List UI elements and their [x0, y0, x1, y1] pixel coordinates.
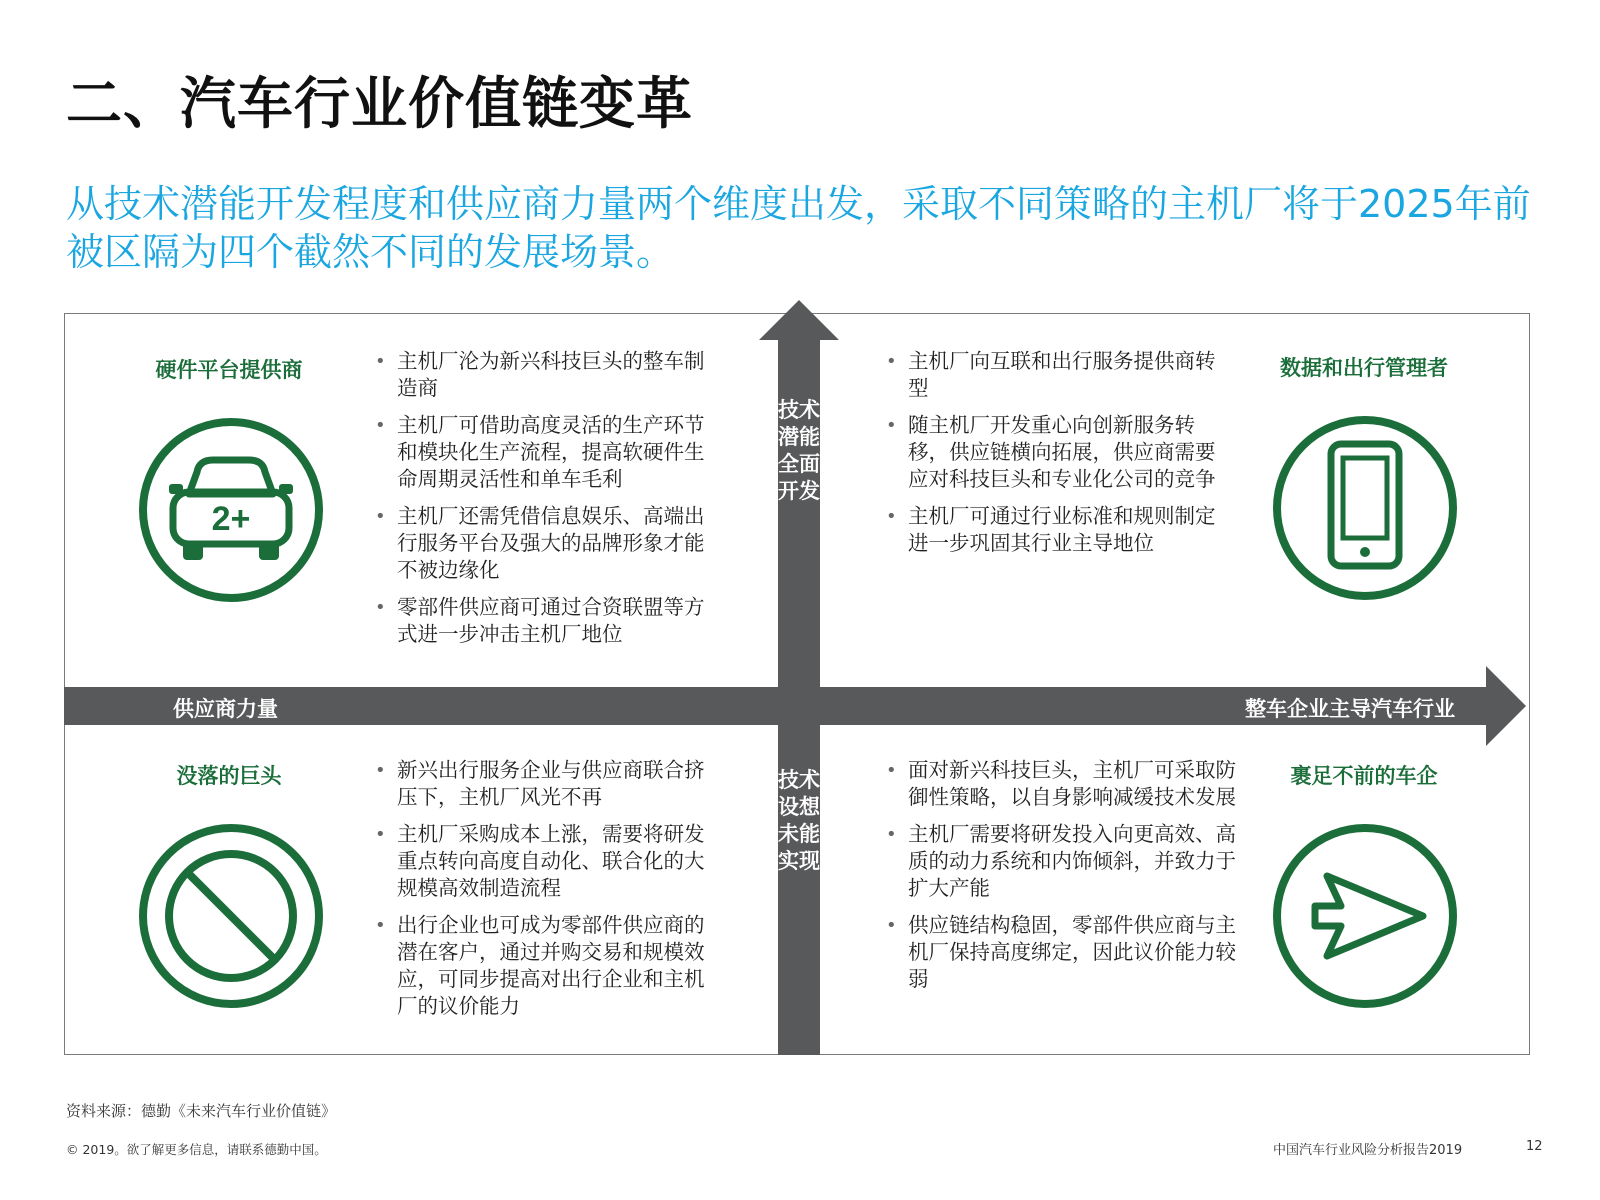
list-item: • 供应链结构稳固，零部件供应商与主机厂保持高度绑定，因此议价能力较弱: [884, 912, 1244, 993]
list-item: • 主机厂还需凭借信息娱乐、高端出行服务平台及强大的品牌形象才能不被边缘化: [373, 503, 723, 584]
axis-label-oem-leading: 整车企业主导汽车行业: [1245, 697, 1455, 721]
quadrant-title-data-mobility: 数据和出行管理者: [1280, 356, 1448, 380]
quadrant-title-hardware-platform: 硬件平台提供商: [155, 358, 303, 382]
list-item: • 新兴出行服务企业与供应商联合挤压下，主机厂风光不再: [373, 757, 723, 811]
horizontal-axis-arrow-icon: [1486, 666, 1526, 746]
page-number: 12: [1526, 1139, 1543, 1154]
send-arrow-icon: [1267, 818, 1463, 1014]
list-item: • 主机厂采购成本上涨，需要将研发重点转向高度自动化、联合化的大规模高效制造流程: [373, 821, 723, 902]
page-subtitle: 从技术潜能开发程度和供应商力量两个维度出发，采取不同策略的主机厂将于2025年前被区隔为四个截然不同的发展场景。: [66, 182, 1531, 274]
quadrant-title-stagnant-oem: 裹足不前的车企: [1290, 764, 1438, 788]
prohibited-icon: [133, 818, 329, 1014]
axis-label-tech-fully-developed: 技术潜能全面开发: [778, 398, 820, 503]
source-note: 资料来源：德勤《未来汽车行业价值链》: [66, 1102, 337, 1120]
car-icon: [133, 412, 329, 608]
report-name: 中国汽车行业风险分析报告2019: [1273, 1143, 1463, 1158]
bullet-list-top-right: [884, 348, 1234, 567]
list-item: • 主机厂可借助高度灵活的生产环节和模块化生产流程，提高软硬件生命周期灵活性和单车毛利: [373, 412, 723, 493]
list-item: • 面对新兴科技巨头，主机厂可采取防御性策略，以自身影响减缓技术发展: [884, 757, 1244, 811]
smartphone-icon: [1267, 410, 1463, 606]
quadrant-title-declining-giant: 没落的巨头: [176, 764, 282, 788]
list-item: • 随主机厂开发重心向创新服务转移，供应链横向拓展，供应商需要应对科技巨头和专业化公司的竞争: [884, 412, 1234, 493]
axis-label-supplier-power: 供应商力量: [173, 697, 278, 721]
list-item: • 主机厂可通过行业标准和规则制定进一步巩固其行业主导地位: [884, 503, 1234, 557]
list-item: • 主机厂向互联和出行服务提供商转型: [884, 348, 1234, 402]
bullet-list-top-left: [373, 348, 723, 658]
list-item: • 主机厂沦为新兴科技巨头的整车制造商: [373, 348, 723, 402]
list-item: • 主机厂需要将研发投入向更高效、高质的动力系统和内饰倾斜，并致力于扩大产能: [884, 821, 1244, 902]
list-item: • 出行企业也可成为零部件供应商的潜在客户，通过并购交易和规模效应，可同步提高对出行企业和主机厂的议价能力: [373, 912, 723, 1020]
page-title: 二、汽车行业价值链变革: [66, 72, 693, 137]
car-icon-label: 2+: [211, 500, 251, 538]
copyright-note: © 2019。欲了解更多信息，请联系德勤中国。: [66, 1142, 327, 1157]
list-item: • 零部件供应商可通过合资联盟等方式进一步冲击主机厂地位: [373, 594, 723, 648]
bullet-list-bottom-right: [884, 757, 1244, 1003]
axis-label-tech-not-realized: 技术设想未能实现: [778, 768, 820, 873]
vertical-axis-arrow-icon: [759, 300, 839, 340]
bullet-list-bottom-left: [373, 757, 723, 1030]
